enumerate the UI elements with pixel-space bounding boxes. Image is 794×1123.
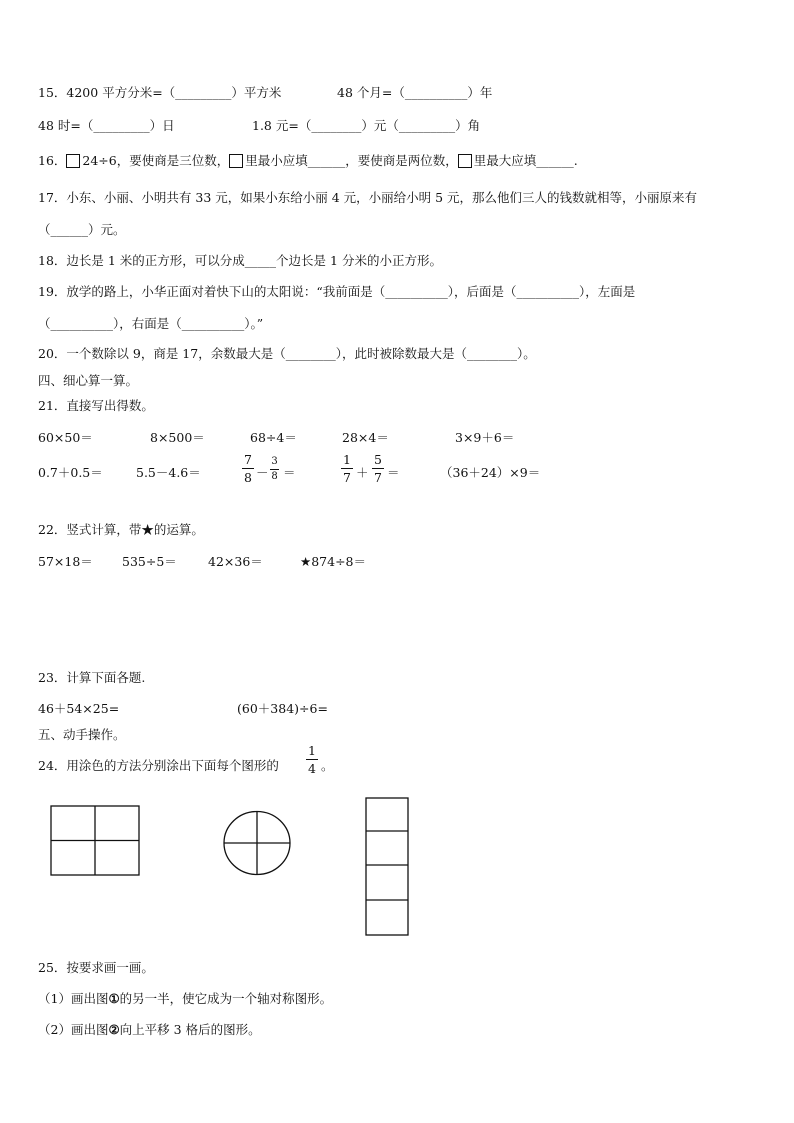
q25-item-2-text-b: 向上平移 3 格后的图形。 [119, 1022, 261, 1037]
fraction-1-7 [341, 452, 353, 485]
q21-item: 60×50＝ [38, 430, 93, 445]
q15-line1-b: 48 个月=（__________）年 [337, 85, 493, 100]
figure-1-label: ① [108, 991, 120, 1006]
q16-line [38, 151, 578, 169]
fraction-5-7 [372, 452, 384, 485]
q23-title: 23．计算下面各题. [38, 670, 146, 685]
q16-text-1: 24÷6，要使商是三位数， [82, 153, 230, 168]
figure-2-label: ② [108, 1022, 120, 1037]
q15-line2-a: 48 时=（_________）日 [38, 118, 175, 133]
circle-quartered-figure [222, 810, 292, 876]
fraction-3-8 [270, 456, 279, 483]
q17-line2: （______）元。 [38, 222, 126, 237]
q15-line1-a: 15．4200 平方分米=（_________）平方米 [38, 85, 282, 100]
q21-item: 5.5－4.6＝ [136, 465, 201, 480]
q23-item: (60＋384)÷6= [237, 701, 328, 716]
section-4-heading: 四、细心算一算。 [38, 373, 139, 388]
q25-item-1 [38, 989, 332, 1007]
q21-item: 8×500＝ [150, 430, 205, 445]
q25-item-1-text-a: （1）画出图 [38, 991, 109, 1006]
q20-line: 20．一个数除以 9，商是 17，余数最大是（________），此时被除数最大是（________）。 [38, 346, 536, 361]
q15-line2-b: 1.8 元=（________）元（_________）角 [252, 118, 481, 133]
denominator: 4 [308, 761, 316, 776]
q22-item: 535÷5＝ [122, 554, 177, 569]
q16-text-3: 里最大应填______. [473, 153, 578, 168]
q18-line: 18．边长是 1 米的正方形，可以分成_____个边长是 1 分米的小正方形。 [38, 253, 442, 268]
numerator: 5 [374, 452, 382, 467]
q16-number: 16． [38, 153, 67, 168]
q25-item-2 [38, 1020, 261, 1038]
q22-item: ★874÷8＝ [300, 554, 366, 569]
q21-item: 0.7＋0.5＝ [38, 465, 103, 480]
q22-title: 22．竖式计算，带★的运算。 [38, 522, 204, 537]
q23-item: 46＋54×25= [38, 701, 120, 716]
q22-item: 42×36＝ [208, 554, 263, 569]
numerator: 3 [271, 456, 278, 467]
rectangle-quartered-figure [50, 805, 140, 877]
q16-text-2: 里最小应填______，要使商是两位数， [245, 153, 458, 168]
q21-item: （36＋24）×9＝ [440, 465, 541, 480]
q24-period: 。 [321, 758, 334, 773]
numerator: 7 [244, 452, 252, 467]
q21-title: 21．直接写出得数。 [38, 398, 154, 413]
q25-item-2-text-a: （2）画出图 [38, 1022, 109, 1037]
numerator: 1 [308, 743, 316, 758]
fraction-7-8 [242, 452, 254, 485]
denominator: 8 [271, 471, 278, 482]
q21-item: 28×4＝ [342, 430, 389, 445]
blank-box [458, 154, 472, 168]
denominator: 7 [374, 470, 382, 485]
q21-item: 68÷4＝ [250, 430, 297, 445]
q17-line1: 17．小东、小丽、小明共有 33 元，如果小东给小丽 4 元，小丽给小明 5 元，那么他们三人的钱数就相等，小丽原来有 [38, 190, 698, 205]
plus-sign: ＋ [356, 465, 369, 480]
fraction-1-4 [306, 743, 318, 776]
q19-line1: 19．放学的路上，小华正面对着快下山的太阳说：“我前面是（__________），后面是（__________），左面是 [38, 284, 636, 299]
numerator: 1 [343, 452, 351, 467]
q21-item: 3×9＋6＝ [455, 430, 515, 445]
q25-title: 25．按要求画一画。 [38, 960, 154, 975]
blank-box [229, 154, 243, 168]
blank-box [66, 154, 80, 168]
q19-line2: （__________），右面是（__________）。” [38, 316, 264, 331]
q25-item-1-text-b: 的另一半，使它成为一个轴对称图形。 [119, 991, 333, 1006]
section-5-heading: 五、动手操作。 [38, 727, 126, 742]
q22-item: 57×18＝ [38, 554, 93, 569]
equals-sign: ＝ [387, 465, 400, 480]
column-rectangle-figure [365, 797, 409, 937]
denominator: 8 [244, 470, 252, 485]
denominator: 7 [343, 470, 351, 485]
minus-sign: － [256, 465, 269, 480]
q24-text: 24．用涂色的方法分别涂出下面每个图形的 [38, 758, 279, 773]
equals-sign: ＝ [283, 465, 296, 480]
